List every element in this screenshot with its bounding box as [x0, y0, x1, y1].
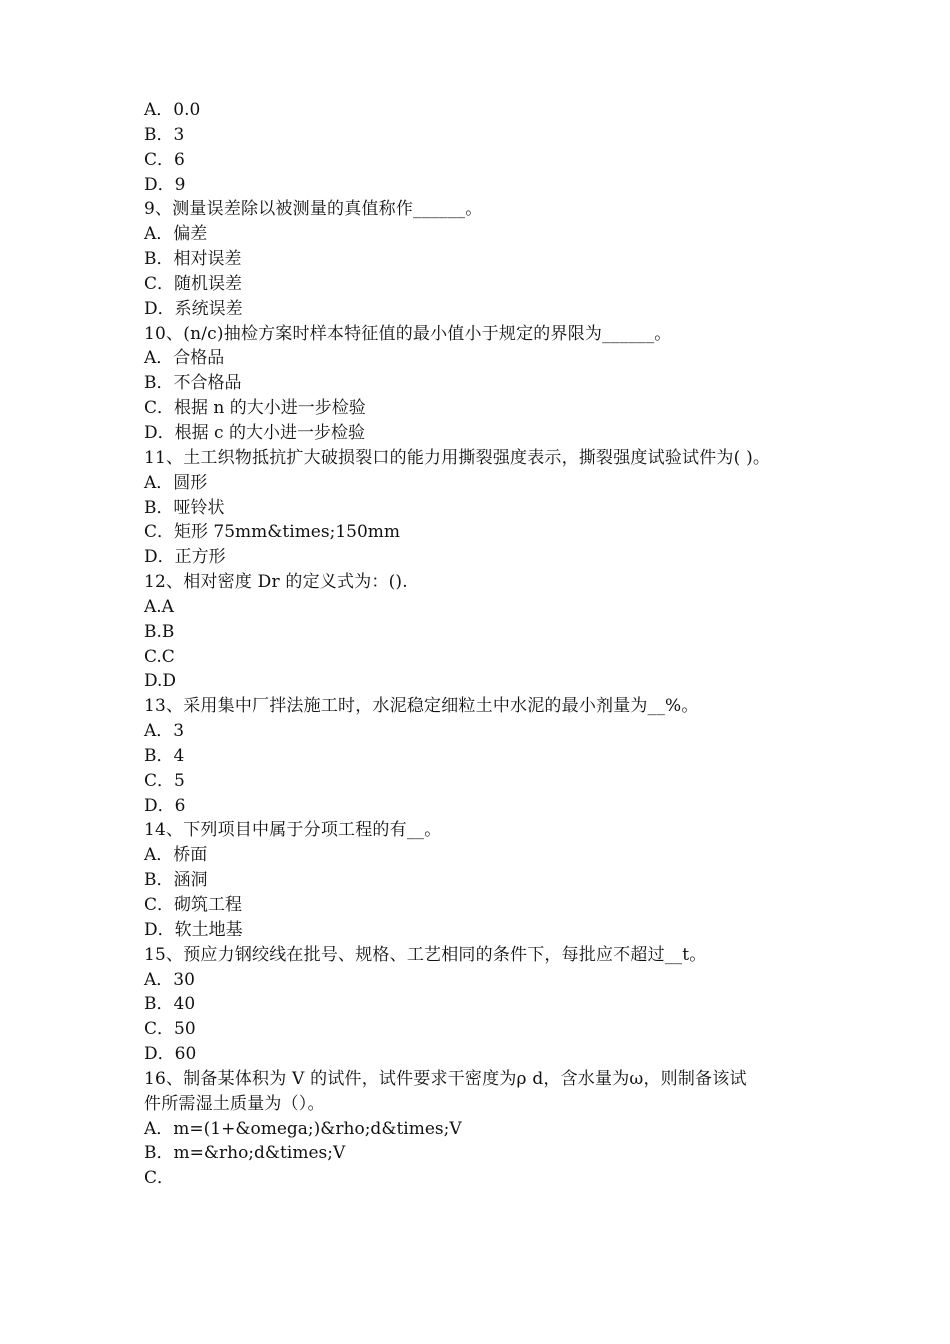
- option-text: A.A: [144, 596, 174, 617]
- option-text: 圆形: [173, 472, 208, 493]
- option-text: 涵洞: [173, 870, 208, 891]
- question-text: 13、采用集中厂拌法施工时，水泥稳定细粒土中水泥的最小剂量为__%。: [144, 696, 699, 717]
- option-text: 5: [174, 770, 185, 791]
- option-label: A．: [144, 721, 174, 742]
- option-label: B．: [144, 373, 174, 394]
- option-label: D．: [144, 1044, 175, 1065]
- option-line: [144, 645, 824, 670]
- option-text: 偏差: [173, 224, 208, 245]
- question-text: 16、制备某体积为 V 的试件，试件要求干密度为ρ d，含水量为ω，则制备该试: [144, 1068, 747, 1089]
- option-label: C．: [144, 1019, 175, 1040]
- option-line: [144, 620, 824, 645]
- option-label: A．: [144, 845, 174, 866]
- option-text: 6: [174, 795, 186, 816]
- question-text: 9、测量误差除以被测量的真值称作______。: [144, 199, 483, 220]
- option-text: 随机误差: [174, 273, 243, 294]
- option-line: [144, 1141, 824, 1166]
- question-text: 10、(n/c)抽检方案时样本特征值的最小值小于规定的界限为______。: [144, 323, 672, 344]
- option-text: 3: [173, 721, 185, 742]
- option-text: 根据 n 的大小进一步检验: [174, 398, 366, 419]
- option-line: [144, 794, 824, 819]
- option-label: B．: [144, 745, 174, 766]
- option-label: D．: [144, 547, 175, 568]
- option-line: [144, 222, 824, 247]
- question-text: 12、相对密度 Dr 的定义式为：().: [144, 572, 408, 593]
- option-text: 50: [174, 1019, 196, 1040]
- option-line: [144, 371, 824, 396]
- option-line: [144, 297, 824, 322]
- option-text: D.D: [144, 671, 177, 692]
- option-text: 相对误差: [173, 249, 242, 270]
- option-line: [144, 471, 824, 496]
- option-label: B．: [144, 249, 174, 270]
- option-label: D．: [144, 919, 175, 940]
- option-label: C．: [144, 273, 175, 294]
- option-line: [144, 719, 824, 744]
- option-text: 砌筑工程: [174, 895, 243, 915]
- option-text: m=&rho;d&times;V: [173, 1143, 346, 1164]
- question-text: 11、土工织物抵抗扩大破损裂口的能力用撕裂强度表示，撕裂强度试验试件为( )。: [144, 447, 771, 468]
- option-label: C．: [144, 398, 175, 419]
- option-label: B．: [144, 497, 174, 518]
- option-line: [144, 595, 824, 620]
- option-label: C．: [144, 770, 175, 791]
- option-text: 4: [173, 745, 185, 766]
- option-line: [144, 123, 824, 148]
- option-text: 桥面: [173, 845, 208, 866]
- option-text: 矩形 75mm&times;150mm: [174, 522, 401, 543]
- option-label: C．: [144, 895, 175, 915]
- option-text: 0.0: [173, 100, 201, 120]
- option-label: D．: [144, 795, 175, 816]
- option-line: [144, 1017, 824, 1042]
- option-text: B.B: [144, 621, 175, 642]
- option-text: 不合格品: [173, 373, 242, 394]
- option-line: [144, 968, 824, 993]
- option-label: B．: [144, 870, 174, 891]
- option-text: 哑铃状: [173, 497, 225, 518]
- option-line: [144, 843, 824, 868]
- option-text: 60: [174, 1044, 197, 1065]
- option-label: D．: [144, 422, 175, 443]
- option-line: [144, 98, 824, 123]
- option-text: m=(1+&omega;)&rho;d&times;V: [173, 1118, 462, 1139]
- option-text: 40: [173, 994, 196, 1015]
- option-label: D．: [144, 174, 175, 195]
- option-line: [144, 893, 824, 918]
- option-line: [144, 1166, 824, 1191]
- option-line: [144, 1117, 824, 1142]
- option-label: B．: [144, 994, 174, 1015]
- option-line: [144, 918, 824, 943]
- option-line: [144, 173, 824, 198]
- option-text: 3: [173, 124, 185, 145]
- option-label: A．: [144, 1118, 174, 1139]
- option-label: A．: [144, 472, 174, 493]
- option-line: [144, 868, 824, 893]
- option-text: 系统误差: [174, 298, 243, 319]
- option-label: C．: [144, 1168, 175, 1189]
- question-text-continued: 件所需湿土质量为（）。: [144, 1093, 325, 1114]
- option-label: B．: [144, 124, 174, 145]
- option-label: A．: [144, 348, 174, 369]
- option-line: [144, 272, 824, 297]
- option-text: 合格品: [173, 348, 225, 369]
- option-line: [144, 346, 824, 371]
- option-line: [144, 1042, 824, 1067]
- option-line: [144, 744, 824, 769]
- option-label: B．: [144, 1143, 174, 1164]
- option-line: [144, 496, 824, 521]
- document-body: [144, 98, 824, 1191]
- option-text: 30: [173, 969, 195, 990]
- option-line: [144, 421, 824, 446]
- question-text: 14、下列项目中属于分项工程的有__。: [144, 820, 442, 841]
- option-line: [144, 247, 824, 272]
- option-line: [144, 669, 824, 694]
- option-text: 6: [174, 149, 185, 170]
- option-line: [144, 545, 824, 570]
- option-text: 软土地基: [174, 919, 243, 940]
- option-label: D．: [144, 298, 175, 319]
- question-text: 15、预应力钢绞线在批号、规格、工艺相同的条件下，每批应不超过__t。: [144, 944, 707, 965]
- option-text: 根据 c 的大小进一步检验: [174, 422, 365, 443]
- option-line: [144, 396, 824, 421]
- option-line: [144, 992, 824, 1017]
- option-label: A．: [144, 100, 174, 120]
- option-label: C．: [144, 522, 175, 543]
- option-line: [144, 520, 824, 545]
- option-label: A．: [144, 969, 174, 990]
- option-text: 9: [174, 174, 186, 195]
- option-label: A．: [144, 224, 174, 245]
- option-text: 正方形: [174, 547, 226, 568]
- option-line: [144, 148, 824, 173]
- option-line: [144, 769, 824, 794]
- option-text: C.C: [144, 646, 175, 667]
- option-label: C．: [144, 149, 175, 170]
